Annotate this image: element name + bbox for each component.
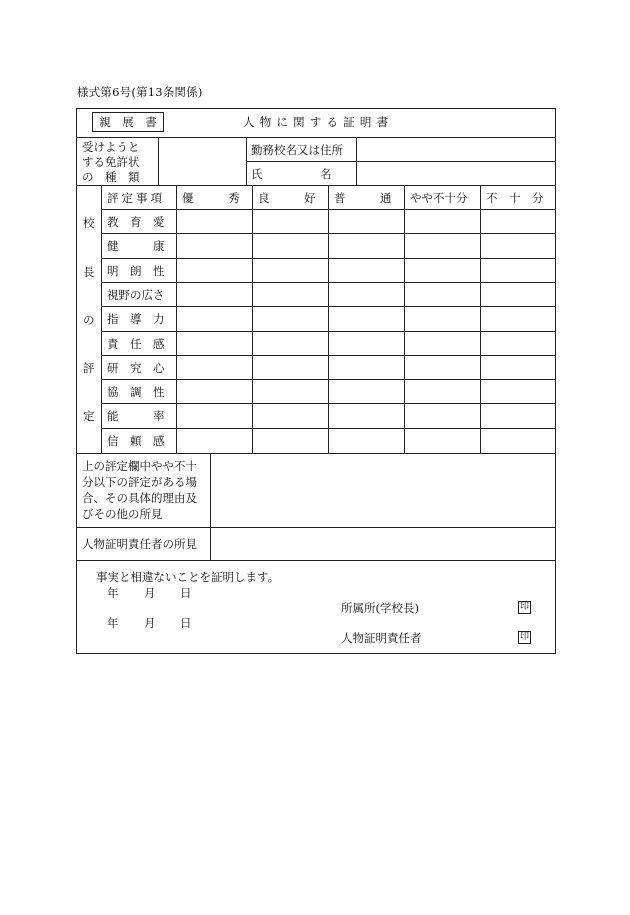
seal-mark: 印 [519,602,529,612]
date-year-label: 年 [107,586,119,600]
rule [246,161,556,162]
grade-header: 不 十 分 [486,191,544,205]
certifier-label: 人物証明責任者 [341,631,422,645]
grade-header: やや不十分 [410,191,468,205]
license-type-label-line: の 種 類 [82,170,140,184]
evaluation-item: 視野の広さ [107,288,165,302]
side-label-char: 長 [83,265,95,279]
evaluation-item: 能 率 [107,409,165,423]
evaluation-item: 協 調 性 [107,385,165,399]
rule [76,453,556,454]
below-average-remarks-label: 上の評定欄中やや不十 [82,459,197,473]
affiliation-label: 所属所(学校長) [341,601,419,615]
date-month-label: 月 [144,586,156,600]
side-label-char: 校 [83,216,95,230]
evaluation-item: 責 任 感 [107,337,165,351]
below-average-remarks-label: びその他の所見 [82,507,163,521]
item-header: 評定事項 [107,191,165,205]
rule [176,185,177,453]
license-type-label-line: 受けようと [82,140,140,154]
evaluation-item: 指 導 力 [107,312,165,326]
date-month-label: 月 [144,616,156,630]
page-title: 人物に関する証明書 [243,115,394,129]
evaluation-item: 明 朗 性 [107,264,165,278]
certification-statement: 事実と相違ないことを証明します。 [96,570,280,584]
date-day-label: 日 [180,586,192,600]
seal-mark: 印 [519,632,529,642]
rule [210,453,211,560]
rule [76,527,556,528]
evaluation-item: 研 究 心 [107,361,165,375]
side-label-char: 定 [83,409,95,423]
rule [404,185,405,453]
form-number: 様式第6号(第13条関係) [77,85,203,99]
rule [76,185,556,186]
rule [101,185,102,453]
evaluation-item: 信 頼 感 [107,434,165,448]
confidential-box [92,112,164,132]
name-label: 氏 名 [251,167,332,181]
grade-header: 良 好 [258,191,316,205]
rule [76,137,556,138]
rule [246,137,247,185]
certifier-opinion-label: 人物証明責任者の所見 [82,537,197,551]
side-label-char: の [83,313,95,327]
rule [356,137,357,185]
grade-header: 普 通 [334,191,392,205]
license-type-label-line: する免許状 [82,155,140,169]
below-average-remarks-label: 合、その具体的理由及 [82,491,197,505]
rule [328,185,329,453]
rule [158,137,159,185]
rule [252,185,253,453]
date-year-label: 年 [107,616,119,630]
grade-header: 優 秀 [182,191,240,205]
evaluation-item: 教 育 愛 [107,215,165,229]
rule [480,185,481,453]
side-label-char: 評 [83,361,95,375]
document-type-label: 親 展 書 [99,115,157,129]
rule [76,560,556,561]
below-average-remarks-label: 分以下の評定がある場 [82,475,197,489]
date-day-label: 日 [180,616,192,630]
evaluation-item: 健 康 [107,239,165,253]
school-or-address-label: 勤務校名又は住所 [251,143,343,157]
